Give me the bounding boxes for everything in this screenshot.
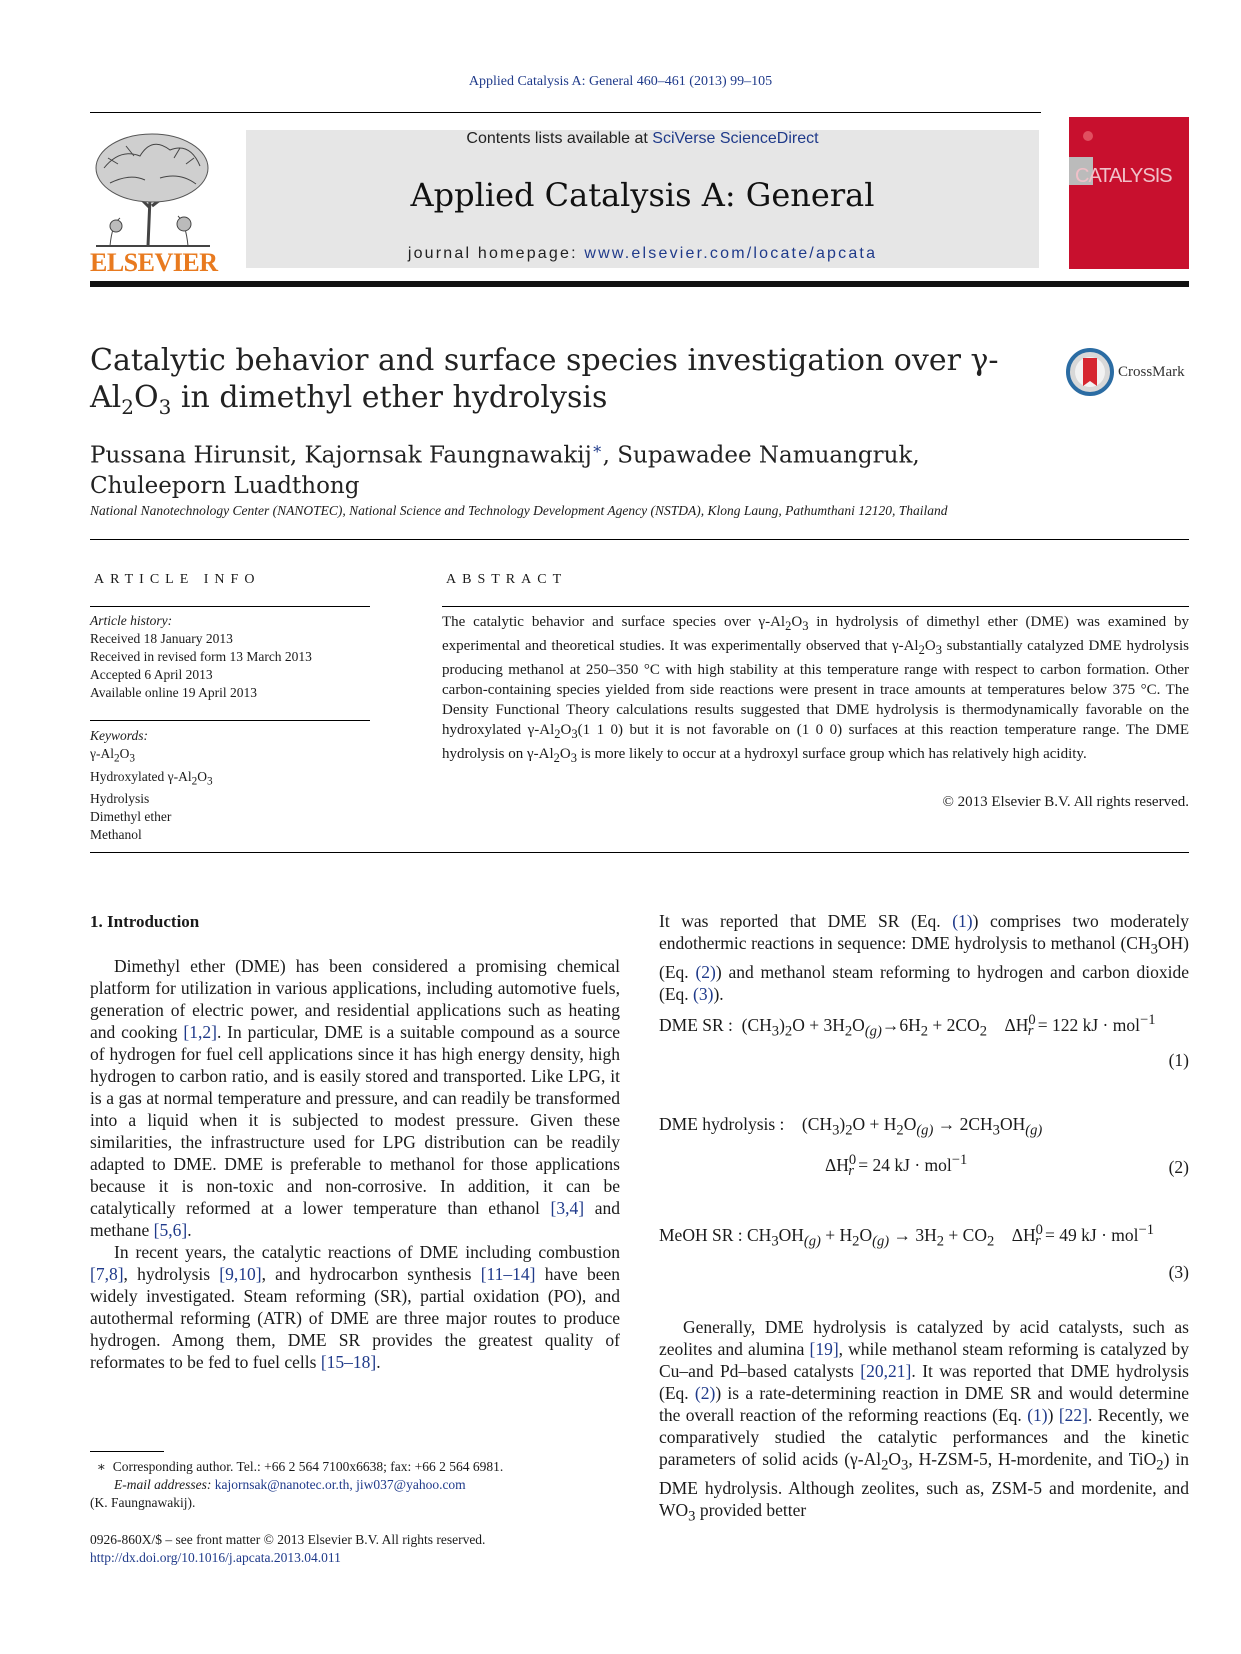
keyword-item: Methanol [90, 827, 142, 843]
abstract-bottom-rule [90, 852, 1189, 853]
equation-link[interactable]: (1) [952, 911, 973, 931]
header-top-rule [90, 112, 1041, 113]
history-accepted: Accepted 6 April 2013 [90, 667, 213, 682]
authors-part-2: , Supawadee Namuangruk, [602, 442, 920, 469]
equation-1-number: (1) [1168, 1050, 1189, 1070]
left-column-body [90, 955, 620, 1373]
keywords-list [90, 727, 370, 844]
citation-link[interactable]: [11–14] [480, 1264, 536, 1284]
authors-part-1: Pussana Hirunsit, Kajornsak Faungnawakij [90, 442, 592, 469]
email-label: E-mail addresses: [114, 1477, 212, 1492]
keyword-item: Hydroxylated $\gamma-Al_2O_3$ [90, 768, 213, 788]
article-history [90, 612, 370, 702]
equation-link[interactable]: (2) [694, 1383, 716, 1403]
contents-line [246, 130, 1039, 148]
abstract-copyright: © 2013 Elsevier B.V. All rights reserved. [942, 794, 1189, 810]
header-bottom-rule [90, 281, 1189, 287]
equation-2-enthalpy: $\Delta H^0_r = 24$ kJ · mol$^{-1}$ [825, 1152, 968, 1180]
paragraph: Dimethyl ether (DME) has been considered a promising chemical platform for utilization in various applications, including automotive fuels, generation of electric power, and residential applications such as heating and cooking [1,2]. In particular, DME is a suitable compound as a source of hydrogen for fuel cell applications since it has high energy density, high hydrogen to carbon ratio, and is easily stored and transported. Like LPG, it is a gas at normal temperature and pressure, and can readily be transformed into a liquid when it is subjected to modest pressure. Given these similarities, the infrastructure used for LPG distribution can be readily adapted to DME. DME is preferable to methanol for those applications because it is non-toxic and non-corrosive. In addition, it can be catalytically reformed at a lower temperature than ethanol [3,4] and methane [5,6]. [90, 956, 621, 1240]
citation-link[interactable]: [20,21] [860, 1361, 912, 1381]
citation-link[interactable]: [19] [809, 1339, 839, 1359]
citation-link[interactable]: [3,4] [550, 1198, 585, 1218]
right-column-body [659, 1316, 1189, 1527]
authors-part-3: Chuleeporn Luadthong [90, 472, 360, 499]
keywords-label: Keywords: [90, 728, 148, 743]
abstract-heading: ABSTRACT [446, 572, 568, 587]
history-revised: Received in revised form 13 March 2013 [90, 649, 312, 664]
journal-reference-link[interactable]: Applied Catalysis A: General 460–461 (2013) 99–105 [468, 74, 773, 89]
crossmark-label[interactable]: CrossMark [1118, 364, 1185, 380]
paragraph: It was reported that DME SR (Eq. (1)) comprises two moderately endothermic reactions in sequence: DME hydrolysis to methanol $(CH_3OH)$ (Eq. (2)) and methanol steam reforming to hydrogen and carbon dioxide (Eq. (3)). [659, 911, 1189, 1004]
equation-1: DME SR : $(CH_3)_2O + 3H_2O_{(g)}\to 6H_2 + 2CO_2$ $\Delta H^0_r = 122$ kJ · mol$^{-1}$ [659, 1012, 1156, 1040]
history-online: Available online 19 April 2013 [90, 685, 257, 700]
affiliation-rule [90, 539, 1189, 540]
journal-title: Applied Catalysis A: General [410, 176, 875, 214]
equation-3: MeOH SR : $CH_3OH_{(g)} + H_2O_{(g)} \to 3H_2 + CO_2$ $\Delta H^0_r = 49$ kJ · mol$^{-1}$ [659, 1222, 1155, 1250]
issn-line: 0926-860X/$ – see front matter © 2013 Elsevier B.V. All rights reserved. [90, 1532, 486, 1547]
cover-wordmark: CATALYSIS [1075, 165, 1172, 187]
footnote-rule [90, 1451, 164, 1452]
crossmark-button[interactable] [1066, 348, 1114, 396]
cover-emblem-icon [1083, 131, 1093, 141]
keyword-item: Hydrolysis [90, 791, 150, 807]
equation-2-number: (2) [1168, 1157, 1189, 1177]
footnote-text: Corresponding author. Tel.: +66 2 564 7100x6638; fax: +66 2 564 6981. [112, 1459, 504, 1474]
title-part-3: in dimethyl ether hydrolysis [171, 380, 608, 415]
author-list [90, 434, 990, 501]
equation-link[interactable]: (3) [693, 983, 714, 1004]
abstract-text: The catalytic behavior and surface species over $\gamma-Al_2O_3$ in hydrolysis of dimethyl ether (DME) was examined by experimental and theoretical studies. It was experimentally observed that $\gamma-Al_2O_3$ substantially catalyzed DME hydrolysis producing methanol at 250–350 °C with high stability at this temperature range with respect to carbon formation. Other carbon-containing species yielded from side reactions were present in trace amounts at temperatures below 375 °C. The Density Functional Theory calculations results suggested that DME hydrolysis is thermodynamically favorable on the hydroxylated $\gamma-Al_2O_3(1$ 1 0) but it is not favorable on (1 0 0) surfaces at this reaction temperature range. The DME hydrolysis on $\gamma-Al_2O_3$ is more likely to occur at a hydroxyl surface group which has relatively high acidity. [442, 614, 1190, 765]
equation-3-number: (3) [1168, 1262, 1189, 1282]
journal-cover-thumbnail[interactable] [1069, 117, 1189, 269]
keyword-item: Dimethyl ether [90, 809, 172, 825]
section-heading-introduction: 1. Introduction [90, 912, 200, 931]
citation-link[interactable]: [22] [1058, 1405, 1089, 1425]
footnote-corresponding: ∗ Corresponding author. Tel.: +66 2 564 7100x6638; fax: +66 2 564 6981. [90, 1459, 504, 1474]
paragraph: Generally, DME hydrolysis is catalyzed by acid catalysts, such as zeolites and alumina [19], while methanol steam reforming is catalyzed by Cu–and Pd–based catalysts [20,21]. It was reported that DME hydrolysis (Eq. (2)) is a rate-determining reaction in DME SR and would determine the overall reaction of the reforming reactions (Eq. (1)) [22]. Recently, we comparatively studied the catalytic performances and the kinetic parameters of solid acids ($\gamma-Al_2O_3$, H-ZSM-5, H-mordenite, and TiO$_2$) in DME hydrolysis. Although zeolites, such as, ZSM-5 and mordenite, and $WO_3$ provided better [659, 1317, 1190, 1524]
homepage-link[interactable]: www.elsevier.com/locate/apcata [584, 245, 878, 262]
citation-link[interactable]: [5,6] [153, 1220, 188, 1240]
equation-link[interactable]: (1) [1027, 1405, 1048, 1425]
right-column-intro [659, 910, 1189, 1005]
title-part-2: O [134, 380, 159, 415]
doi-link[interactable]: http://dx.doi.org/10.1016/j.apcata.2013.04.011 [90, 1550, 341, 1565]
footnote-emails [90, 1476, 650, 1494]
keyword-item: $\gamma-Al_2O_3$ [90, 746, 135, 765]
citation-link[interactable]: [15–18] [320, 1352, 377, 1372]
article-info-rule [90, 606, 370, 607]
crossmark-icon [1066, 348, 1114, 396]
equation-2: DME hydrolysis : $(CH_3)_2O + H_2O_{(g)} \to 2CH_3OH_{(g)}$ [659, 1114, 1043, 1139]
homepage-prefix: journal homepage: [407, 245, 585, 262]
footnote [90, 1458, 650, 1512]
title-part-1: Catalytic behavior and surface species investigation over γ-Al [90, 343, 999, 415]
paragraph: In recent years, the catalytic reactions of DME including combustion [7,8], hydrolysis [9,10], and hydrocarbon synthesis [11–14] have been widely investigated. Steam reforming (SR), partial oxidation (PO), and autothermal reforming (ATR) of DME are three major routes to produce hydrogen. Among them, DME SR provides the greatest quality of reformates to be fed to fuel cells [15–18]. [90, 1242, 620, 1372]
citation-link[interactable]: [7,8] [90, 1264, 124, 1284]
issn-block [90, 1531, 690, 1567]
equation-link[interactable]: (2) [695, 961, 716, 982]
history-rule [90, 720, 370, 721]
tree-icon [90, 128, 216, 248]
article-info-heading: ARTICLE INFO [94, 572, 261, 587]
email-links[interactable]: kajornsak@nanotec.or.th, jiw037@yahoo.com [214, 1477, 466, 1492]
abstract-rule [442, 606, 1189, 607]
footnote-name: (K. Faungnawakij). [90, 1495, 196, 1510]
contents-prefix: Contents lists available at [466, 130, 653, 147]
citation-link[interactable]: [1,2] [183, 1022, 217, 1042]
citation-link[interactable]: [9,10] [219, 1264, 262, 1284]
journal-homepage [246, 245, 1039, 263]
article-title: Catalytic behavior and surface species investigation over $\gamma-Al_2O_3$ in dimethyl ether hydrolysis [90, 343, 999, 419]
sciencedirect-link[interactable]: SciVerse ScienceDirect [652, 130, 819, 147]
history-label: Article history: [90, 613, 173, 628]
corresponding-author-marker[interactable]: ∗ [591, 439, 603, 458]
history-received: Received 18 January 2013 [90, 631, 233, 646]
elsevier-tree-logo [90, 128, 216, 248]
affiliation: National Nanotechnology Center (NANOTEC), National Science and Technology Development Agency (NSTDA), Klong Laung, Pathumthani 12120, Thailand [90, 503, 948, 518]
elsevier-wordmark: ELSEVIER [90, 248, 218, 277]
